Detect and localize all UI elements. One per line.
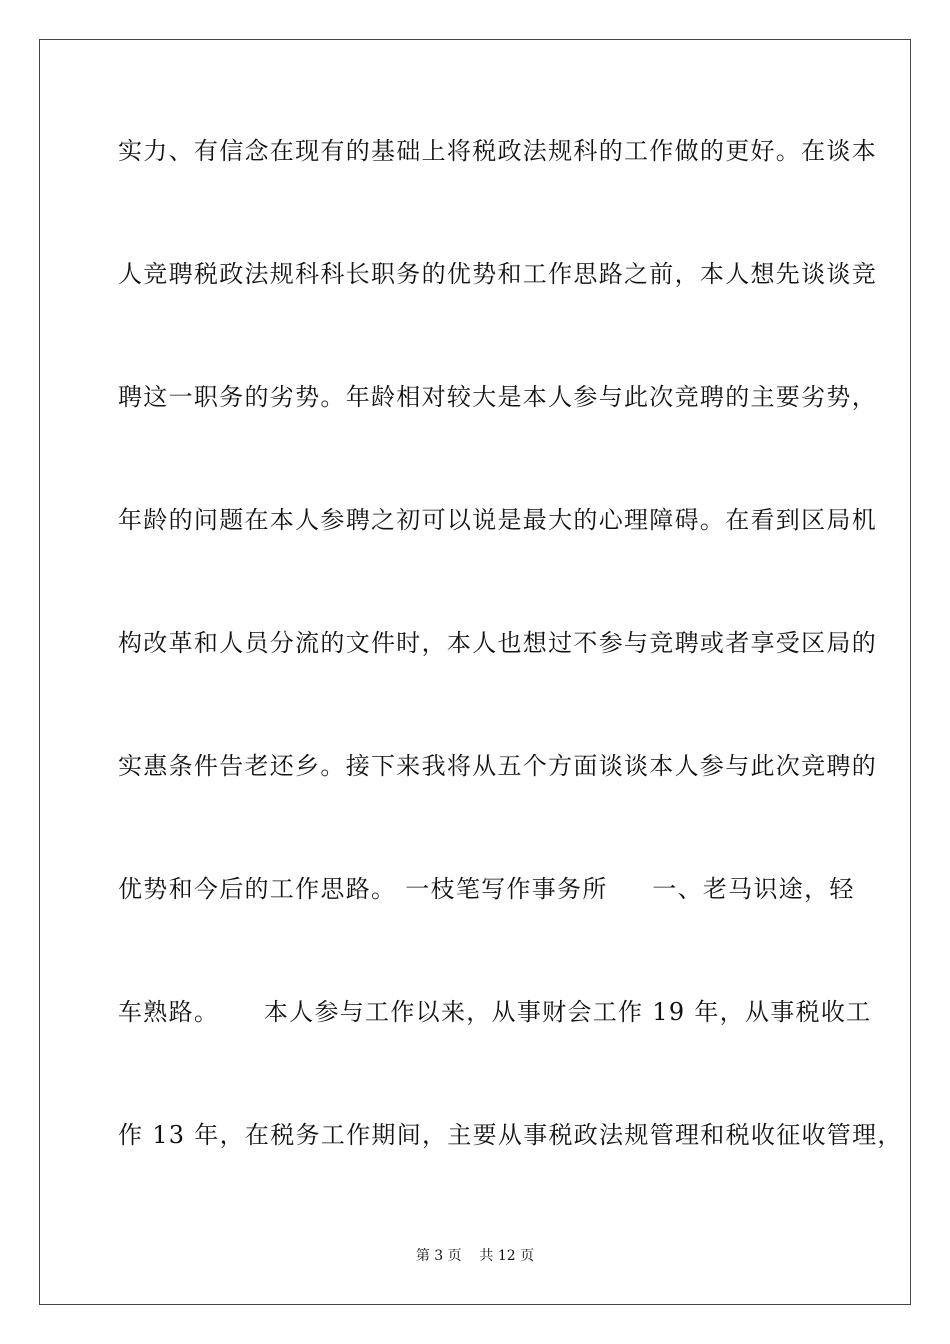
page-number-footer: 第 3 页 共 12 页 — [415, 1248, 535, 1264]
text-line: 聘这一职务的劣势。年龄相对较大是本人参与此次竞聘的主要劣势， — [118, 383, 877, 411]
text-line: 车熟路。 本人参与工作以来，从事财会工作 19 年，从事税收工 — [118, 998, 872, 1026]
text-line: 实惠条件告老还乡。接下来我将从五个方面谈谈本人参与此次竞聘的 — [118, 752, 877, 780]
text-line: 作 13 年，在税务工作期间，主要从事税政法规管理和税收征收管理， — [118, 1121, 903, 1149]
text-line: 优势和今后的工作思路。 一枝笔写作事务所 一、老马识途，轻 — [118, 875, 855, 903]
text-line: 构改革和人员分流的文件时，本人也想过不参与竞聘或者享受区局的 — [118, 629, 877, 657]
text-line: 年龄的问题在本人参聘之初可以说是最大的心理障碍。在看到区局机 — [118, 506, 877, 534]
text-line: 实力、有信念在现有的基础上将税政法规科的工作做的更好。在谈本 — [118, 137, 877, 165]
text-line: 人竞聘税政法规科科长职务的优势和工作思路之前，本人想先谈谈竞 — [118, 260, 877, 288]
